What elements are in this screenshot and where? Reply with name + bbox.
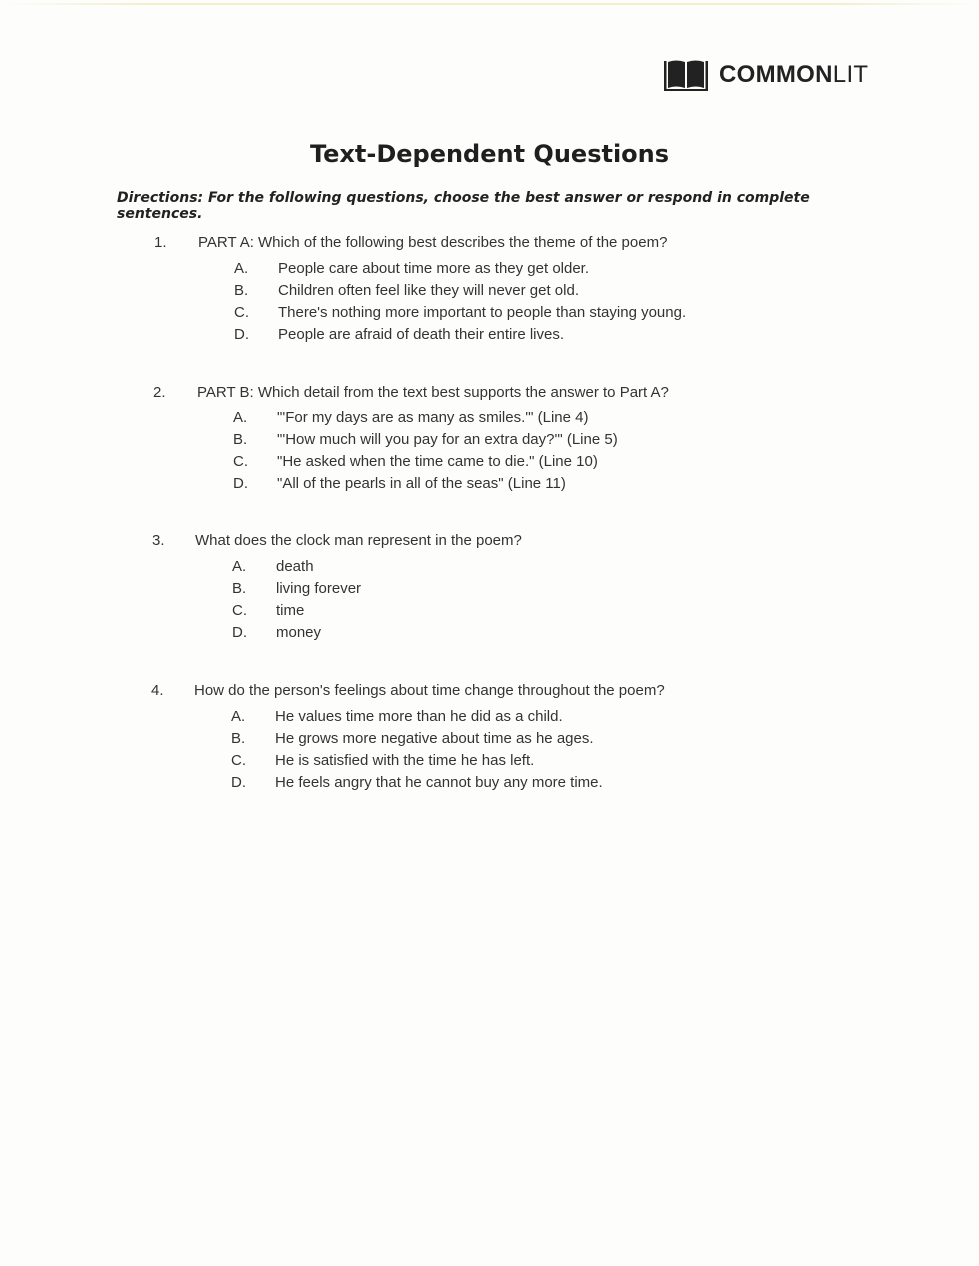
answer-option-d[interactable] <box>231 774 831 796</box>
option-text: He grows more negative about time as he ages. <box>275 730 594 747</box>
answer-option-a[interactable] <box>231 708 831 730</box>
answer-option-d[interactable] <box>232 624 832 646</box>
option-text: living forever <box>276 580 362 597</box>
option-letter: D. <box>231 774 246 791</box>
option-letter: B. <box>233 431 248 448</box>
brand-name <box>719 61 868 89</box>
option-text: There's nothing more important to people than staying young. <box>278 304 687 321</box>
option-text: Children often feel like they will never get old. <box>278 282 579 299</box>
option-text: He is satisfied with the time he has left. <box>275 752 535 769</box>
question-number: 4. <box>151 682 164 699</box>
option-letter: B. <box>232 580 247 597</box>
answer-option-b[interactable] <box>231 730 831 752</box>
option-letter: D. <box>232 624 247 641</box>
option-text: "'For my days are as many as smiles.'" (Line 4) <box>277 409 589 426</box>
answer-option-d[interactable] <box>233 475 833 497</box>
commonlit-logo <box>663 58 868 92</box>
option-letter: D. <box>234 326 249 343</box>
answer-option-a[interactable] <box>232 558 832 580</box>
option-text: He feels angry that he cannot buy any more time. <box>275 774 603 791</box>
answer-option-a[interactable] <box>234 260 834 282</box>
question-number: 3. <box>152 532 165 549</box>
answer-option-b[interactable] <box>233 431 833 453</box>
question-text: PART A: Which of the following best describes the theme of the poem? <box>198 234 668 251</box>
option-letter: C. <box>232 602 247 619</box>
scan-edge-line <box>0 3 979 5</box>
answer-option-c[interactable] <box>231 752 831 774</box>
option-text: time <box>276 602 305 619</box>
option-text: death <box>276 558 314 575</box>
question-number: 2. <box>153 384 166 401</box>
option-letter: A. <box>232 558 247 575</box>
option-letter: D. <box>233 475 248 492</box>
open-book-icon <box>663 58 709 92</box>
option-text: People care about time more as they get older. <box>278 260 590 277</box>
option-letter: A. <box>231 708 246 725</box>
option-letter: B. <box>234 282 249 299</box>
option-text: People are afraid of death their entire lives. <box>278 326 565 343</box>
answer-option-b[interactable] <box>234 282 834 304</box>
answer-option-c[interactable] <box>233 453 833 475</box>
option-letter: A. <box>234 260 249 277</box>
answer-option-c[interactable] <box>234 304 834 326</box>
answer-option-d[interactable] <box>234 326 834 348</box>
option-letter: A. <box>233 409 248 426</box>
option-text: "He asked when the time came to die." (Line 10) <box>277 453 598 470</box>
answer-option-b[interactable] <box>232 580 832 602</box>
answer-option-a[interactable] <box>233 409 833 431</box>
brand-name-light: LIT <box>832 61 869 88</box>
option-letter: B. <box>231 730 246 747</box>
option-letter: C. <box>231 752 246 769</box>
directions-text: Directions: For the following questions, choose the best answer or respond in complete sentences. <box>117 190 810 222</box>
question-text: PART B: Which detail from the text best supports the answer to Part A? <box>197 384 669 401</box>
option-text: He values time more than he did as a child. <box>275 708 563 725</box>
brand-name-strong: COMMON <box>719 61 833 88</box>
option-letter: C. <box>234 304 249 321</box>
answer-option-c[interactable] <box>232 602 832 624</box>
option-text: "All of the pearls in all of the seas" (Line 11) <box>277 475 566 492</box>
page-title: Text-Dependent Questions <box>309 140 670 168</box>
question-number: 1. <box>154 234 167 251</box>
option-text: money <box>276 624 322 641</box>
question-text: How do the person's feelings about time change throughout the poem? <box>194 682 665 699</box>
option-letter: C. <box>233 453 248 470</box>
question-text: What does the clock man represent in the poem? <box>195 532 522 549</box>
option-text: "'How much will you pay for an extra day?'" (Line 5) <box>277 431 618 448</box>
